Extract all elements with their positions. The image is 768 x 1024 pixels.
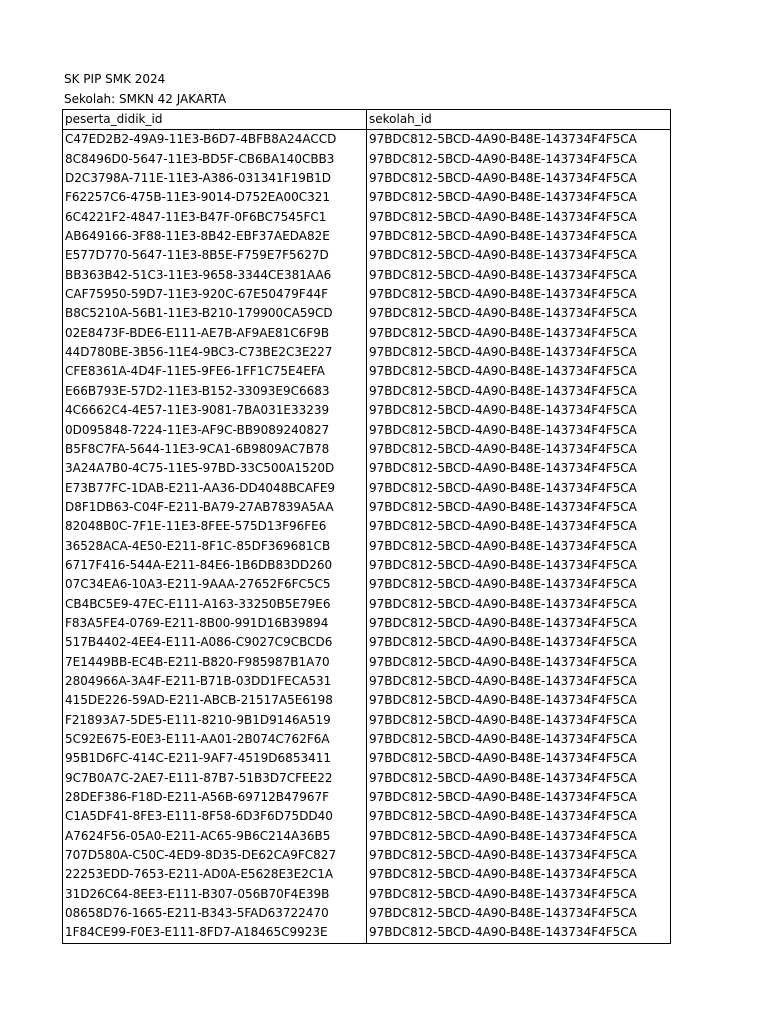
table-row	[63, 614, 671, 633]
cell-peserta-didik-id[interactable]: CAF75950-59D7-11E3-920C-67E50479F44F	[63, 285, 367, 304]
cell-sekolah-id[interactable]: 97BDC812-5BCD-4A90-B48E-143734F4F5CA	[367, 711, 671, 730]
table-row	[63, 169, 671, 188]
cell-peserta-didik-id[interactable]: 22253EDD-7653-E211-AD0A-E5628E3E2C1A	[63, 865, 367, 884]
cell-peserta-didik-id[interactable]: 415DE226-59AD-E211-ABCB-21517A5E6198	[63, 691, 367, 710]
cell-sekolah-id[interactable]: 97BDC812-5BCD-4A90-B48E-143734F4F5CA	[367, 324, 671, 343]
cell-sekolah-id[interactable]: 97BDC812-5BCD-4A90-B48E-143734F4F5CA	[367, 788, 671, 807]
cell-sekolah-id[interactable]: 97BDC812-5BCD-4A90-B48E-143734F4F5CA	[367, 653, 671, 672]
cell-sekolah-id[interactable]: 97BDC812-5BCD-4A90-B48E-143734F4F5CA	[367, 285, 671, 304]
cell-peserta-didik-id[interactable]: 02E8473F-BDE6-E111-AE7B-AF9AE81C6F9B	[63, 324, 367, 343]
cell-sekolah-id[interactable]: 97BDC812-5BCD-4A90-B48E-143734F4F5CA	[367, 846, 671, 865]
table-row	[63, 227, 671, 246]
table-row	[63, 595, 671, 614]
cell-sekolah-id[interactable]: 97BDC812-5BCD-4A90-B48E-143734F4F5CA	[367, 575, 671, 594]
cell-sekolah-id[interactable]: 97BDC812-5BCD-4A90-B48E-143734F4F5CA	[367, 672, 671, 691]
cell-peserta-didik-id[interactable]: 28DEF386-F18D-E211-A56B-69712B47967F	[63, 788, 367, 807]
table-row	[63, 827, 671, 846]
table-row	[63, 923, 671, 943]
cell-sekolah-id[interactable]: 97BDC812-5BCD-4A90-B48E-143734F4F5CA	[367, 421, 671, 440]
cell-sekolah-id[interactable]: 97BDC812-5BCD-4A90-B48E-143734F4F5CA	[367, 498, 671, 517]
cell-sekolah-id[interactable]: 97BDC812-5BCD-4A90-B48E-143734F4F5CA	[367, 769, 671, 788]
cell-peserta-didik-id[interactable]: E66B793E-57D2-11E3-B152-33093E9C6683	[63, 382, 367, 401]
cell-peserta-didik-id[interactable]: D8F1DB63-C04F-E211-BA79-27AB7839A5AA	[63, 498, 367, 517]
cell-peserta-didik-id[interactable]: CB4BC5E9-47EC-E111-A163-33250B5E79E6	[63, 595, 367, 614]
table-row	[63, 730, 671, 749]
cell-peserta-didik-id[interactable]: 8C8496D0-5647-11E3-BD5F-CB6BA140CBB3	[63, 150, 367, 169]
cell-sekolah-id[interactable]: 97BDC812-5BCD-4A90-B48E-143734F4F5CA	[367, 479, 671, 498]
cell-sekolah-id[interactable]: 97BDC812-5BCD-4A90-B48E-143734F4F5CA	[367, 904, 671, 923]
cell-peserta-didik-id[interactable]: F21893A7-5DE5-E111-8210-9B1D9146A519	[63, 711, 367, 730]
cell-sekolah-id[interactable]: 97BDC812-5BCD-4A90-B48E-143734F4F5CA	[367, 401, 671, 420]
cell-sekolah-id[interactable]: 97BDC812-5BCD-4A90-B48E-143734F4F5CA	[367, 633, 671, 652]
table-row	[63, 285, 671, 304]
table-row	[63, 246, 671, 265]
cell-sekolah-id[interactable]: 97BDC812-5BCD-4A90-B48E-143734F4F5CA	[367, 304, 671, 323]
table-row	[63, 517, 671, 536]
cell-peserta-didik-id[interactable]: 0D095848-7224-11E3-AF9C-BB9089240827	[63, 421, 367, 440]
table-row	[63, 130, 671, 150]
cell-sekolah-id[interactable]: 97BDC812-5BCD-4A90-B48E-143734F4F5CA	[367, 827, 671, 846]
cell-peserta-didik-id[interactable]: A7624F56-05A0-E211-AC65-9B6C214A36B5	[63, 827, 367, 846]
cell-sekolah-id[interactable]: 97BDC812-5BCD-4A90-B48E-143734F4F5CA	[367, 227, 671, 246]
cell-peserta-didik-id[interactable]: 07C34EA6-10A3-E211-9AAA-27652F6FC5C5	[63, 575, 367, 594]
cell-sekolah-id[interactable]: 97BDC812-5BCD-4A90-B48E-143734F4F5CA	[367, 440, 671, 459]
table-row	[63, 537, 671, 556]
cell-peserta-didik-id[interactable]: F83A5FE4-0769-E211-8B00-991D16B39894	[63, 614, 367, 633]
table-row	[63, 633, 671, 652]
table-row	[63, 421, 671, 440]
table-row	[63, 691, 671, 710]
cell-sekolah-id[interactable]: 97BDC812-5BCD-4A90-B48E-143734F4F5CA	[367, 807, 671, 826]
table-row	[63, 150, 671, 169]
cell-peserta-didik-id[interactable]: CFE8361A-4D4F-11E5-9FE6-1FF1C75E4EFA	[63, 362, 367, 381]
cell-peserta-didik-id[interactable]: 6717F416-544A-E211-84E6-1B6DB83DD260	[63, 556, 367, 575]
cell-peserta-didik-id[interactable]: F62257C6-475B-11E3-9014-D752EA00C321	[63, 188, 367, 207]
cell-sekolah-id[interactable]: 97BDC812-5BCD-4A90-B48E-143734F4F5CA	[367, 362, 671, 381]
table-header-row	[63, 110, 671, 130]
cell-sekolah-id[interactable]: 97BDC812-5BCD-4A90-B48E-143734F4F5CA	[367, 150, 671, 169]
cell-peserta-didik-id[interactable]: 4C6662C4-4E57-11E3-9081-7BA031E33239	[63, 401, 367, 420]
cell-peserta-didik-id[interactable]: B8C5210A-56B1-11E3-B210-179900CA59CD	[63, 304, 367, 323]
cell-sekolah-id[interactable]: 97BDC812-5BCD-4A90-B48E-143734F4F5CA	[367, 595, 671, 614]
cell-sekolah-id[interactable]: 97BDC812-5BCD-4A90-B48E-143734F4F5CA	[367, 517, 671, 536]
cell-peserta-didik-id[interactable]: E73B77FC-1DAB-E211-AA36-DD4048BCAFE9	[63, 479, 367, 498]
table-row	[63, 362, 671, 381]
table-row	[63, 653, 671, 672]
table-row	[63, 904, 671, 923]
cell-peserta-didik-id[interactable]: 31D26C64-8EE3-E111-B307-056B70F4E39B	[63, 885, 367, 904]
table-row	[63, 440, 671, 459]
cell-peserta-didik-id[interactable]: 08658D76-1665-E211-B343-5FAD63722470	[63, 904, 367, 923]
cell-peserta-didik-id[interactable]: 707D580A-C50C-4ED9-8D35-DE62CA9FC827	[63, 846, 367, 865]
cell-sekolah-id[interactable]: 97BDC812-5BCD-4A90-B48E-143734F4F5CA	[367, 885, 671, 904]
table-row	[63, 304, 671, 323]
table-row	[63, 788, 671, 807]
cell-peserta-didik-id[interactable]: 517B4402-4EE4-E111-A086-C9027C9CBCD6	[63, 633, 367, 652]
table-row	[63, 208, 671, 227]
cell-sekolah-id[interactable]: 97BDC812-5BCD-4A90-B48E-143734F4F5CA	[367, 130, 671, 150]
table-row	[63, 498, 671, 517]
table-row	[63, 672, 671, 691]
cell-peserta-didik-id[interactable]: C47ED2B2-49A9-11E3-B6D7-4BFB8A24ACCD	[63, 130, 367, 150]
table-row	[63, 382, 671, 401]
cell-peserta-didik-id[interactable]: 44D780BE-3B56-11E4-9BC3-C73BE2C3E227	[63, 343, 367, 362]
table-row	[63, 711, 671, 730]
table-row	[63, 807, 671, 826]
cell-peserta-didik-id[interactable]: 3A24A7B0-4C75-11E5-97BD-33C500A1520D	[63, 459, 367, 478]
cell-peserta-didik-id[interactable]: 2804966A-3A4F-E211-B71B-03DD1FECA531	[63, 672, 367, 691]
cell-peserta-didik-id[interactable]: 6C4221F2-4847-11E3-B47F-0F6BC7545FC1	[63, 208, 367, 227]
cell-sekolah-id[interactable]: 97BDC812-5BCD-4A90-B48E-143734F4F5CA	[367, 556, 671, 575]
table-row	[63, 769, 671, 788]
table-row	[63, 846, 671, 865]
cell-peserta-didik-id[interactable]: C1A5DF41-8FE3-E111-8F58-6D3F6D75DD40	[63, 807, 367, 826]
cell-peserta-didik-id[interactable]: 36528ACA-4E50-E211-8F1C-85DF369681CB	[63, 537, 367, 556]
table-row	[63, 188, 671, 207]
cell-sekolah-id[interactable]: 97BDC812-5BCD-4A90-B48E-143734F4F5CA	[367, 208, 671, 227]
cell-peserta-didik-id[interactable]: E577D770-5647-11E3-8B5E-F759E7F5627D	[63, 246, 367, 265]
school-line: Sekolah: SMKN 42 JAKARTA	[64, 91, 227, 106]
cell-sekolah-id[interactable]: 97BDC812-5BCD-4A90-B48E-143734F4F5CA	[367, 537, 671, 556]
table-body	[63, 130, 671, 943]
cell-sekolah-id[interactable]: 97BDC812-5BCD-4A90-B48E-143734F4F5CA	[367, 614, 671, 633]
cell-peserta-didik-id[interactable]: BB363B42-51C3-11E3-9658-3344CE381AA6	[63, 266, 367, 285]
table-row	[63, 865, 671, 884]
cell-sekolah-id[interactable]: 97BDC812-5BCD-4A90-B48E-143734F4F5CA	[367, 865, 671, 884]
cell-peserta-didik-id[interactable]: D2C3798A-711E-11E3-A386-031341F19B1D	[63, 169, 367, 188]
cell-sekolah-id[interactable]: 97BDC812-5BCD-4A90-B48E-143734F4F5CA	[367, 923, 671, 943]
cell-sekolah-id[interactable]: 97BDC812-5BCD-4A90-B48E-143734F4F5CA	[367, 382, 671, 401]
cell-sekolah-id[interactable]: 97BDC812-5BCD-4A90-B48E-143734F4F5CA	[367, 691, 671, 710]
table-row	[63, 401, 671, 420]
cell-peserta-didik-id[interactable]: AB649166-3F88-11E3-8B42-EBF37AEDA82E	[63, 227, 367, 246]
cell-sekolah-id[interactable]: 97BDC812-5BCD-4A90-B48E-143734F4F5CA	[367, 730, 671, 749]
table-row	[63, 266, 671, 285]
cell-sekolah-id[interactable]: 97BDC812-5BCD-4A90-B48E-143734F4F5CA	[367, 169, 671, 188]
cell-sekolah-id[interactable]: 97BDC812-5BCD-4A90-B48E-143734F4F5CA	[367, 246, 671, 265]
table-row	[63, 459, 671, 478]
table-row	[63, 479, 671, 498]
cell-peserta-didik-id[interactable]: 9C7B0A7C-2AE7-E111-87B7-51B3D7CFEE22	[63, 769, 367, 788]
table-row	[63, 324, 671, 343]
student-table	[62, 109, 671, 944]
document-title: SK PIP SMK 2024	[64, 72, 166, 86]
cell-sekolah-id[interactable]: 97BDC812-5BCD-4A90-B48E-143734F4F5CA	[367, 749, 671, 768]
column-header-peserta-didik-id[interactable]: peserta_didik_id	[63, 110, 367, 130]
table-row	[63, 749, 671, 768]
table-row	[63, 556, 671, 575]
cell-sekolah-id[interactable]: 97BDC812-5BCD-4A90-B48E-143734F4F5CA	[367, 459, 671, 478]
cell-peserta-didik-id[interactable]: 95B1D6FC-414C-E211-9AF7-4519D6853411	[63, 749, 367, 768]
sheet-page	[62, 70, 670, 944]
cell-peserta-didik-id[interactable]: B5F8C7FA-5644-11E3-9CA1-6B9809AC7B78	[63, 440, 367, 459]
table-row	[63, 885, 671, 904]
cell-peserta-didik-id[interactable]: 82048B0C-7F1E-11E3-8FEE-575D13F96FE6	[63, 517, 367, 536]
cell-peserta-didik-id[interactable]: 7E1449BB-EC4B-E211-B820-F985987B1A70	[63, 653, 367, 672]
cell-sekolah-id[interactable]: 97BDC812-5BCD-4A90-B48E-143734F4F5CA	[367, 343, 671, 362]
column-header-sekolah-id[interactable]: sekolah_id	[367, 110, 671, 130]
table-row	[63, 575, 671, 594]
cell-peserta-didik-id[interactable]: 5C92E675-E0E3-E111-AA01-2B074C762F6A	[63, 730, 367, 749]
cell-peserta-didik-id[interactable]: 1F84CE99-F0E3-E111-8FD7-A18465C9923E	[63, 923, 367, 943]
cell-sekolah-id[interactable]: 97BDC812-5BCD-4A90-B48E-143734F4F5CA	[367, 266, 671, 285]
cell-sekolah-id[interactable]: 97BDC812-5BCD-4A90-B48E-143734F4F5CA	[367, 188, 671, 207]
table-row	[63, 343, 671, 362]
